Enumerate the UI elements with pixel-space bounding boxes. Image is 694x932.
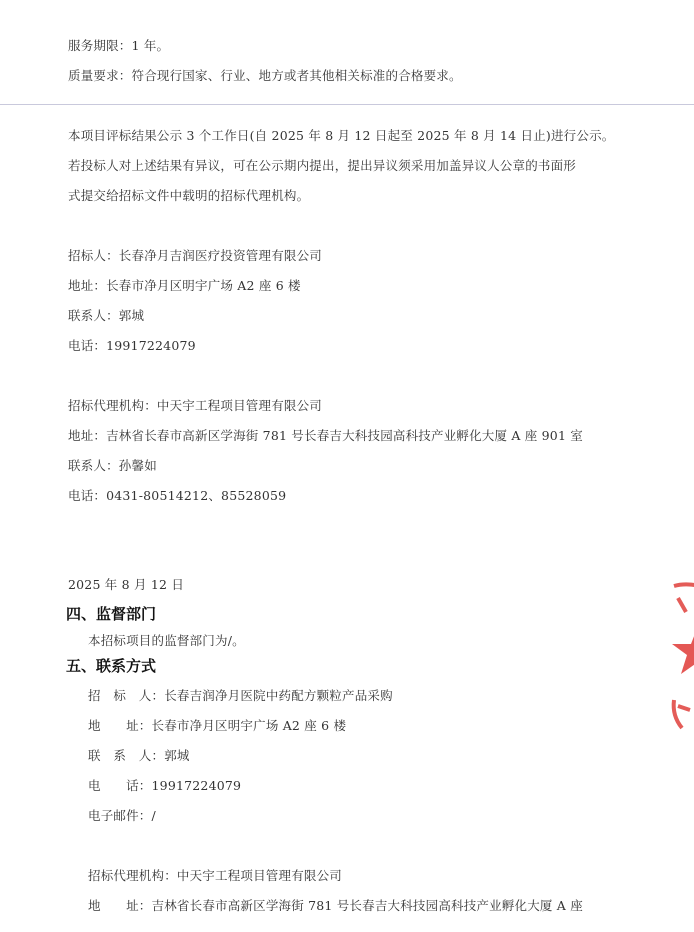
contact-tenderer-value: 长春吉润净月医院中药配方颗粒产品采购 (164, 688, 393, 703)
contact-email-value: / (151, 808, 156, 823)
contact-agency-row (88, 868, 342, 884)
contact-email-row (88, 808, 156, 824)
contact-agency-address-label: 地 址： (88, 898, 152, 913)
publish-date: 2025 年 8 月 12 日 (68, 577, 185, 592)
contact-address-row (88, 718, 346, 734)
notice-line-1: 本项目评标结果公示 3 个工作日(自 2025 年 8 月 12 日起至 2025 年 8 月 14 日止)进行公示。 (68, 128, 615, 143)
agency-name: 招标代理机构：中天宇工程项目管理有限公司 (68, 398, 323, 413)
contact-agency-value: 中天宇工程项目管理有限公司 (176, 868, 343, 883)
section-4-text: 本招标项目的监督部门为/。 (88, 633, 245, 648)
contact-phone-label: 电 话： (88, 778, 152, 793)
contact-agency-label: 招标代理机构： (88, 868, 177, 883)
section-5-title: 五、联系方式 (66, 657, 157, 675)
tenderer-name: 招标人：长春净月吉润医疗投资管理有限公司 (68, 248, 323, 263)
contact-person-value: 郭城 (164, 748, 190, 763)
contact-address-value: 长春市净月区明宇广场 A2 座 6 楼 (151, 718, 347, 733)
tenderer-contact: 联系人：郭城 (68, 308, 145, 323)
agency-address: 地址：吉林省长春市高新区学海街 781 号长春吉大科技园高科技产业孵化大厦 A 座 901 室 (68, 428, 583, 443)
contact-address-label: 地 址： (88, 718, 152, 733)
contact-agency-address-row (88, 898, 583, 914)
notice-line-2: 若投标人对上述结果有异议，可在公示期内提出，提出异议须采用加盖异议人公章的书面形 (68, 158, 577, 173)
agency-phone: 电话：0431-80514212、85528059 (68, 488, 287, 503)
contact-agency-address-value: 吉林省长春市高新区学海街 781 号长春吉大科技园高科技产业孵化大厦 A 座 (151, 898, 583, 913)
section-4-title: 四、监督部门 (66, 605, 157, 623)
contact-tenderer-row (88, 688, 393, 704)
page-divider (0, 104, 694, 105)
contact-person-label: 联 系 人： (88, 748, 165, 763)
tenderer-address: 地址：长春市净月区明宇广场 A2 座 6 楼 (68, 278, 301, 293)
quality-requirement: 质量要求：符合现行国家、行业、地方或者其他相关标准的合格要求。 (68, 68, 462, 83)
tenderer-phone: 电话：19917224079 (68, 338, 196, 353)
notice-line-3: 式提交给招标文件中载明的招标代理机构。 (68, 188, 310, 203)
service-period: 服务期限：1 年。 (68, 38, 170, 53)
contact-phone-row (88, 778, 241, 794)
contact-person-row (88, 748, 190, 764)
contact-phone-value: 19917224079 (151, 778, 242, 793)
contact-tenderer-label: 招 标 人： (88, 688, 165, 703)
contact-email-label: 电子邮件： (88, 808, 152, 823)
agency-contact: 联系人：孙馨如 (68, 458, 157, 473)
official-seal-icon (668, 578, 694, 738)
